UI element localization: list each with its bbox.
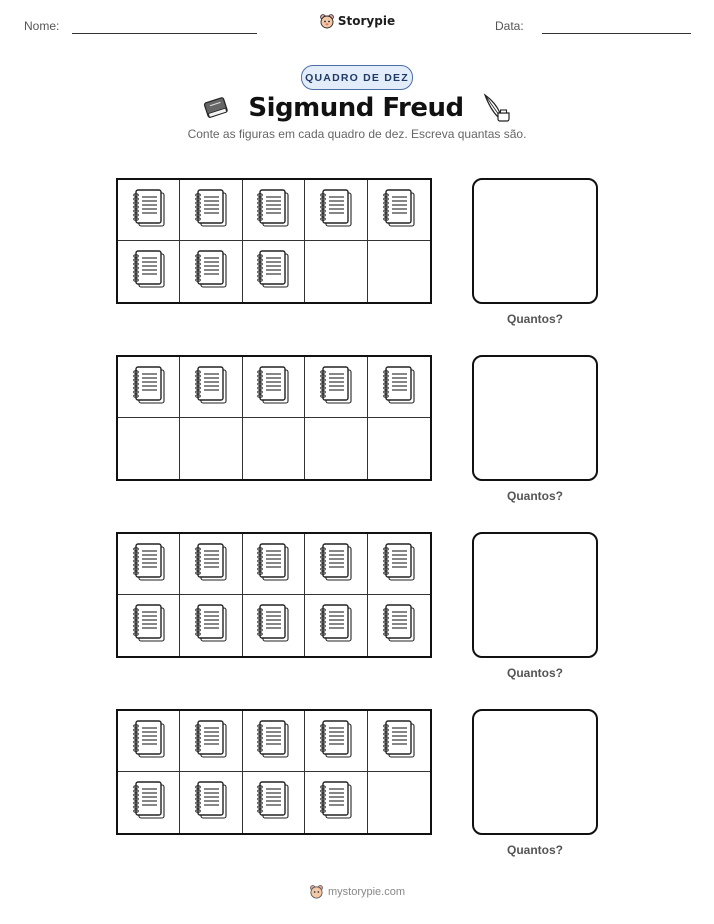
frame-cell — [118, 595, 180, 656]
notebook-icon — [132, 542, 166, 587]
frame-cell — [243, 534, 305, 595]
notebook-icon — [256, 542, 290, 587]
frame-cell — [368, 595, 430, 656]
date-line[interactable] — [542, 33, 691, 34]
answer-box-4[interactable] — [472, 709, 598, 835]
ten-frame-1 — [116, 178, 432, 304]
notebook-icon — [382, 719, 416, 764]
frame-cell — [243, 772, 305, 833]
brand-name: Storypie — [337, 14, 396, 28]
frame-cell — [180, 241, 242, 302]
frame-cell — [368, 241, 430, 302]
frame-cell — [118, 534, 180, 595]
frame-cell — [118, 711, 180, 772]
notebook-icon — [319, 365, 353, 410]
frame-cell — [368, 418, 430, 479]
notebook-icon — [132, 249, 166, 294]
notebook-icon — [132, 780, 166, 825]
answer-box-1[interactable] — [472, 178, 598, 304]
frame-cell — [180, 418, 242, 479]
notebook-icon — [194, 365, 228, 410]
frame-cell — [305, 772, 367, 833]
notebook-icon — [319, 188, 353, 233]
name-label: Nome: — [24, 19, 60, 33]
notebook-icon — [132, 188, 166, 233]
storypie-mascot-icon — [309, 884, 324, 899]
notebook-icon — [132, 719, 166, 764]
frame-cell — [118, 180, 180, 241]
ten-frame-4 — [116, 709, 432, 835]
ten-frame-2 — [116, 355, 432, 481]
notebook-icon — [132, 365, 166, 410]
frame-cell — [180, 595, 242, 656]
frame-cell — [180, 772, 242, 833]
frame-cell — [305, 241, 367, 302]
frame-cell — [368, 357, 430, 418]
answer-label-1: Quantos? — [507, 312, 563, 326]
frame-cell — [305, 180, 367, 241]
notebook-icon — [256, 188, 290, 233]
notebook-icon — [194, 780, 228, 825]
notebook-icon — [194, 603, 228, 648]
frame-cell — [243, 711, 305, 772]
frame-cell — [305, 595, 367, 656]
notebook-icon — [256, 603, 290, 648]
notebook-icon — [382, 365, 416, 410]
notebook-icon — [194, 719, 228, 764]
instructions: Conte as figuras em cada quadro de dez. Escreva quantas são. — [187, 127, 527, 141]
frame-cell — [180, 180, 242, 241]
frame-cell — [305, 534, 367, 595]
frame-cell — [368, 180, 430, 241]
answer-label-2: Quantos? — [507, 489, 563, 503]
frame-cell — [368, 772, 430, 833]
answer-box-3[interactable] — [472, 532, 598, 658]
notebook-icon — [256, 365, 290, 410]
frame-cell — [118, 418, 180, 479]
frame-cell — [243, 418, 305, 479]
frame-cell — [180, 711, 242, 772]
ten-frame-3 — [116, 532, 432, 658]
answer-label-3: Quantos? — [507, 666, 563, 680]
notebook-icon — [319, 542, 353, 587]
quill-ink-icon — [482, 93, 512, 123]
frame-cell — [180, 534, 242, 595]
frame-cell — [243, 241, 305, 302]
notebook-icon — [132, 603, 166, 648]
footer — [0, 884, 714, 899]
frame-cell — [118, 357, 180, 418]
frame-cell — [118, 241, 180, 302]
notebook-icon — [256, 249, 290, 294]
notebook-icon — [382, 603, 416, 648]
notebook-icon — [319, 719, 353, 764]
notebook-icon — [319, 780, 353, 825]
worksheet-type-badge: QUADRO DE DEZ — [301, 65, 413, 90]
notebook-icon — [319, 603, 353, 648]
footer-url: mystorypie.com — [327, 885, 406, 898]
brand-logo — [0, 13, 714, 29]
frame-cell — [118, 772, 180, 833]
frame-cell — [243, 595, 305, 656]
frame-cell — [180, 357, 242, 418]
frame-cell — [368, 534, 430, 595]
answer-box-2[interactable] — [472, 355, 598, 481]
frame-cell — [243, 357, 305, 418]
notebook-icon — [382, 542, 416, 587]
notebook-icon — [256, 780, 290, 825]
notebook-icon — [382, 188, 416, 233]
frame-cell — [305, 357, 367, 418]
frame-cell — [305, 418, 367, 479]
name-line[interactable] — [72, 33, 257, 34]
frame-cell — [243, 180, 305, 241]
frame-cell — [305, 711, 367, 772]
date-label: Data: — [495, 19, 524, 33]
notebook-icon — [194, 249, 228, 294]
answer-label-4: Quantos? — [507, 843, 563, 857]
book-icon — [202, 95, 230, 121]
frame-cell — [368, 711, 430, 772]
storypie-mascot-icon — [319, 13, 335, 29]
notebook-icon — [194, 188, 228, 233]
notebook-icon — [194, 542, 228, 587]
page-title: Sigmund Freud — [248, 93, 464, 123]
notebook-icon — [256, 719, 290, 764]
